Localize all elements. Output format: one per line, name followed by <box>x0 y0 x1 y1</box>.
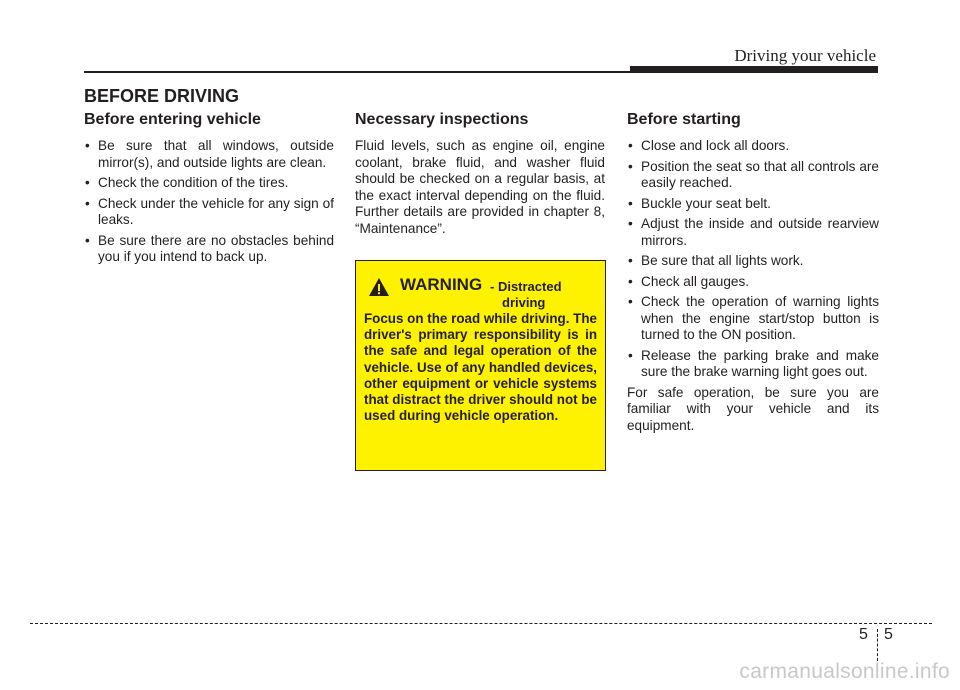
before-starting-column <box>627 111 879 434</box>
list-item: • Buckle your seat belt. <box>627 196 879 213</box>
list-item: • Be sure that all windows, outside mirror(s), and outside lights are clean. <box>84 138 334 171</box>
chapter-title: Driving your vehicle <box>734 46 876 65</box>
before-starting-list <box>627 138 879 381</box>
list-item: • Adjust the inside and outside rearview mirrors. <box>627 216 879 249</box>
page-divider <box>877 629 878 661</box>
chapter-number: 5 <box>859 626 868 643</box>
list-item: • Check all gauges. <box>627 274 879 291</box>
necessary-inspections-column <box>355 111 605 237</box>
before-entering-list <box>84 138 334 266</box>
before-entering-heading: Before entering vehicle <box>84 111 261 128</box>
list-item: • Be sure that all lights work. <box>627 253 879 270</box>
watermark: carmanualsonline.info <box>739 660 950 683</box>
list-item: • Close and lock all doors. <box>627 138 879 155</box>
page-number: 5 <box>884 626 893 643</box>
warning-header <box>364 275 597 309</box>
warning-subtitle: - Distracted <box>490 279 562 294</box>
list-item: • Position the seat so that all controls are easily reached. <box>627 159 879 192</box>
warning-subtitle-line2: driving <box>502 295 546 310</box>
list-item: • Release the parking brake and make sure the brake warning light goes out. <box>627 348 879 381</box>
before-starting-heading: Before starting <box>627 111 741 128</box>
before-starting-closing-text: For safe operation, be sure you are familiar with your vehicle and its equipment. <box>627 384 879 433</box>
warning-label: WARNING <box>400 275 483 294</box>
necessary-inspections-text: Fluid levels, such as engine oil, engine coolant, brake fluid, and washer fluid should be checked on a regular basis, at the exact interval depending on the fluid. Further details are provided in chapter 8, “Maintenance”. <box>355 138 605 236</box>
before-entering-column <box>84 111 334 270</box>
list-item: • Be sure there are no obstacles behind you if you intend to back up. <box>84 233 334 266</box>
warning-text: Focus on the road while driving. The driver's primary responsibility is in the safe and legal operation of the vehicle. Use of any handled devices, other equipment or vehicle systems that distract the driver should not be used during vehicle operation. <box>364 311 597 424</box>
warning-triangle-icon <box>368 277 390 302</box>
header-rule <box>84 71 630 73</box>
header-bar <box>630 66 878 73</box>
necessary-inspections-heading: Necessary inspections <box>355 111 529 128</box>
list-item: • Check the operation of warning lights when the engine start/stop button is turned to the ON position. <box>627 294 879 344</box>
list-item: • Check under the vehicle for any sign of leaks. <box>84 196 334 229</box>
footer-rule <box>30 623 932 624</box>
section-title: BEFORE DRIVING <box>84 86 240 106</box>
warning-box <box>355 260 606 471</box>
list-item: • Check the condition of the tires. <box>84 175 334 192</box>
